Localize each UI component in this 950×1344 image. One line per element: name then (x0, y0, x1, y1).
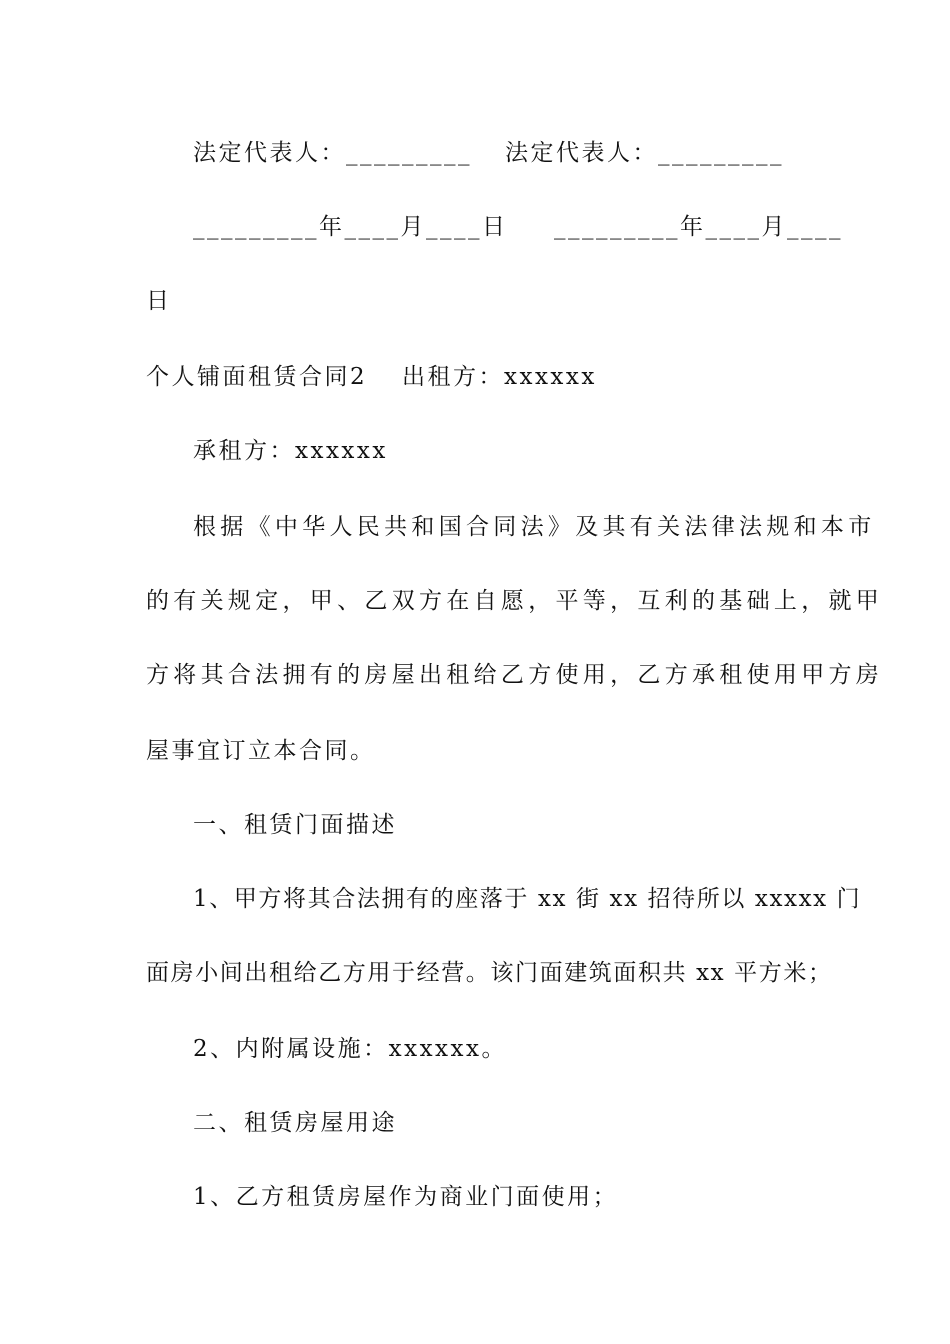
legal-rep-right: 法定代表人：_________ (505, 140, 784, 166)
date-right: _________年____月____ (554, 214, 843, 240)
preamble-line-4: 屋事宜订立本合同。 (146, 738, 376, 764)
preamble-line-3: 方将其合法拥有的房屋出租给乙方使用，乙方承租使用甲方房 (146, 662, 884, 688)
section-2-heading: 二、租赁房屋用途 (193, 1110, 397, 1136)
section-1-item-1-line-1: 1、甲方将其合法拥有的座落于 xx 街 xx 招待所以 xxxxx 门 (193, 886, 862, 912)
preamble-line-2: 的有关规定，甲、乙双方在自愿，平等，互利的基础上，就甲 (146, 588, 884, 614)
date-right-wrap: 日 (146, 288, 172, 314)
legal-rep-left: 法定代表人：_________ (193, 140, 472, 166)
section-1-heading: 一、租赁门面描述 (193, 812, 397, 838)
section-1-item-1-line-2: 面房小间出租给乙方用于经营。该门面建筑面积共 xx 平方米； (146, 960, 833, 986)
section-2-item-1: 1、乙方租赁房屋作为商业门面使用； (193, 1184, 619, 1210)
lessee-line: 承租方：xxxxxx (193, 438, 388, 464)
section-1-item-2: 2、内附属设施：xxxxxx。 (193, 1036, 507, 1062)
contract-title: 个人铺面租赁合同2 (146, 364, 368, 390)
date-left: _________年____月____日 (193, 214, 508, 240)
preamble-line-1: 根据《中华人民共和国合同法》及其有关法律法规和本市 (193, 514, 876, 540)
lessor-line: 出租方：xxxxxx (402, 364, 597, 390)
